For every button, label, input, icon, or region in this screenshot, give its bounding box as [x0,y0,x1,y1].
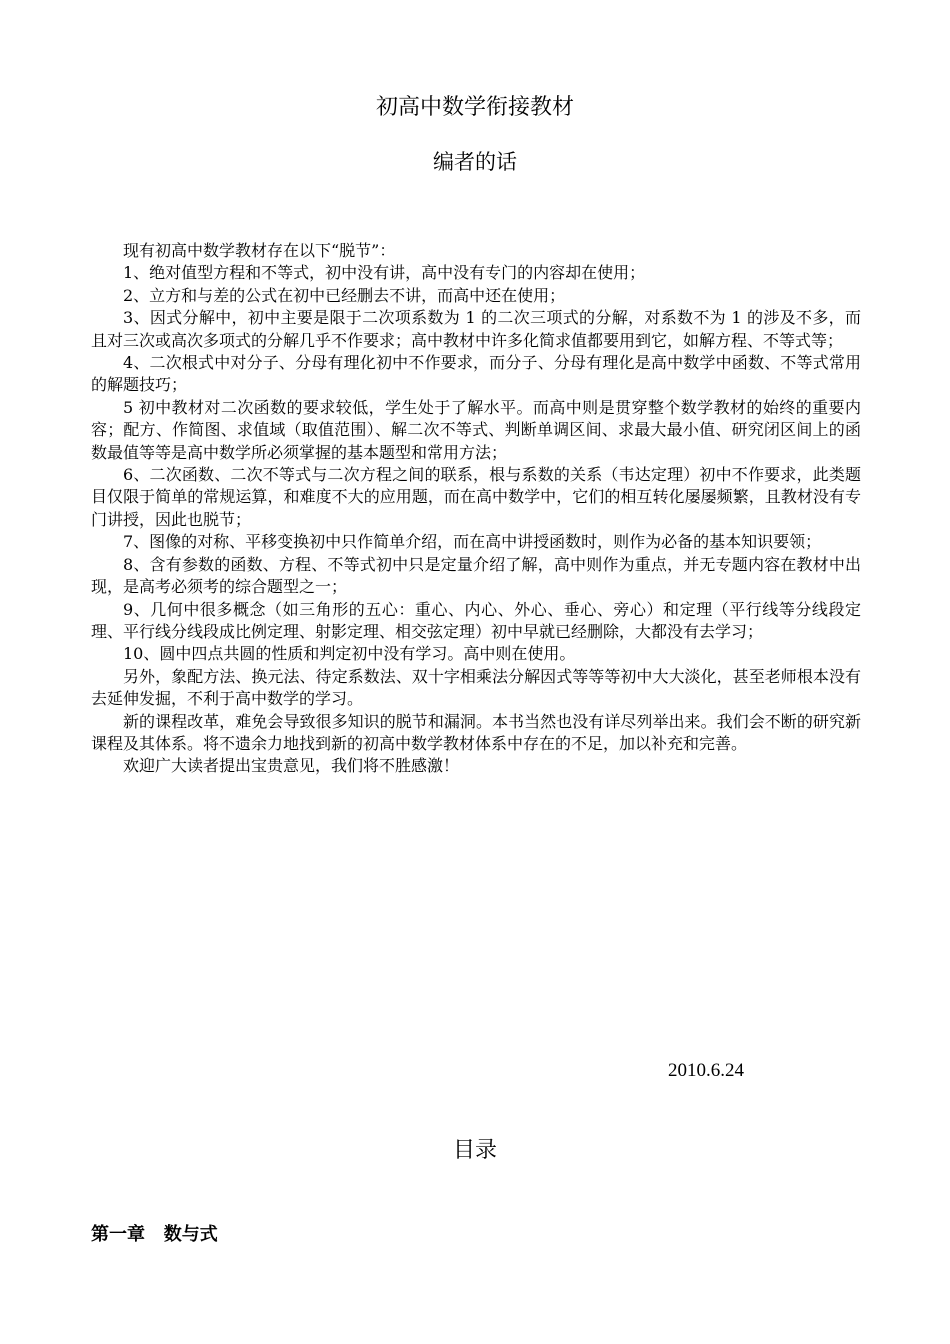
preface-paragraph: 10、圆中四点共圆的性质和判定初中没有学习。高中则在使用。 [123,644,576,664]
chapter-heading: 第一章 数与式 [91,1224,218,1245]
document-title: 初高中数学衔接教材 [375,95,574,120]
preface-paragraph: 欢迎广大读者提出宝贵意见，我们将不胜感激！ [123,756,460,776]
preface-paragraph: 4、二次根式中对分子、分母有理化初中不作要求，而分子、分母有理化是高中数学中函数、不等式常用的解题技巧； [91,353,861,395]
preface-paragraph: 现有初高中数学教材存在以下“脱节”： [123,241,396,260]
preface-paragraph: 2、立方和与差的公式在初中已经删去不讲，而高中还在使用； [123,285,566,305]
preface-paragraph: 5 初中教材对二次函数的要求较低，学生处于了解水平。而高中则是贯穿整个数学教材的始终的重要内容；配方、作简图、求值域（取值范围）、解二次不等式、判断单调区间、求最大最小值、研究闭区间上的函数最值等等是高中数学所必须掌握的基本题型和常用方法； [91,397,861,462]
preface-paragraph: 另外，象配方法、换元法、待定系数法、双十字相乘法分解因式等等等初中大大淡化，甚至老师根本没有去延伸发掘，不利于高中数学的学习。 [91,666,861,709]
preface-paragraph: 6、二次函数、二次不等式与二次方程之间的联系，根与系数的关系（韦达定理）初中不作要求，此类题目仅限于简单的常规运算，和难度不大的应用题，而在高中数学中，它们的相互转化屡屡频繁，且教材没有专门讲授，因此也脱节； [91,465,861,529]
preface-paragraph: 3、因式分解中，初中主要是限于二次项系数为 1 的二次三项式的分解，对系数不为 1 的涉及不多，而且对三次或高次多项式的分解几乎不作要求；高中教材中许多化简求值都要用到它，如解方程、不等式等； [91,308,861,350]
preface-heading: 编者的话 [433,150,517,174]
preface-paragraph: 7、图像的对称、平移变换初中只作简单介绍，而在高中讲授函数时，则作为必备的基本知识要领； [123,532,822,552]
preface-paragraph: 1、绝对值型方程和不等式，初中没有讲，高中没有专门的内容却在使用； [123,263,646,283]
preface-paragraph: 9、几何中很多概念（如三角形的五心：重心、内心、外心、垂心、旁心）和定理（平行线等分线段定理、平行线分线段成比例定理、射影定理、相交弦定理）初中早就已经删除，大都没有去学习； [91,599,861,641]
preface-date: 2010.6.24 [668,1060,744,1081]
preface-paragraph: 新的课程改革，难免会导致很多知识的脱节和漏洞。本书当然也没有详尽列举出来。我们会不断的研究新课程及其体系。将不遗余力地找到新的初高中数学教材体系中存在的不足，加以补充和完善。 [91,711,861,753]
preface-body [91,240,861,778]
toc-heading: 目录 [452,1138,497,1163]
preface-paragraph: 8、含有参数的函数、方程、不等式初中只是定量介绍了解，高中则作为重点，并无专题内容在教材中出现，是高考必须考的综合题型之一； [91,554,861,597]
